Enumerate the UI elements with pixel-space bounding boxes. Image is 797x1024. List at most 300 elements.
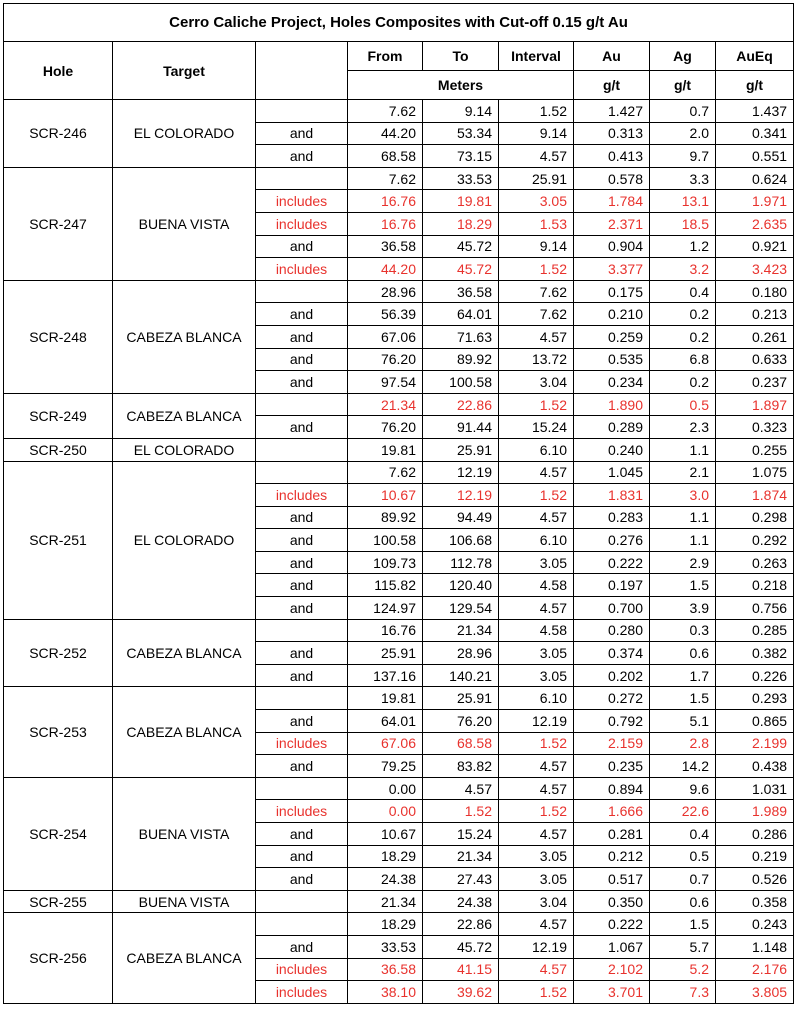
from-cell: 24.38	[348, 868, 423, 891]
from-cell: 19.81	[348, 687, 423, 710]
aueq-cell: 1.989	[716, 800, 794, 823]
au-cell: 0.235	[574, 755, 650, 778]
to-cell: 25.91	[423, 687, 499, 710]
au-cell: 1.784	[574, 190, 650, 213]
interval-cell: 25.91	[499, 167, 574, 190]
interval-cell: 1.52	[499, 981, 574, 1004]
from-cell: 56.39	[348, 303, 423, 326]
ag-cell: 0.2	[650, 371, 716, 394]
au-cell: 0.313	[574, 122, 650, 145]
aueq-cell: 0.180	[716, 280, 794, 303]
hole-id: SCR-246	[4, 100, 113, 168]
to-cell: 140.21	[423, 664, 499, 687]
from-cell: 7.62	[348, 167, 423, 190]
ag-cell: 0.3	[650, 619, 716, 642]
from-cell: 76.20	[348, 416, 423, 439]
interval-cell: 4.57	[499, 145, 574, 168]
interval-cell: 3.04	[499, 371, 574, 394]
au-cell: 1.831	[574, 484, 650, 507]
ag-cell: 0.6	[650, 642, 716, 665]
to-cell: 22.86	[423, 913, 499, 936]
from-cell: 7.62	[348, 100, 423, 123]
from-cell: 68.58	[348, 145, 423, 168]
connector-cell: and	[256, 145, 348, 168]
to-cell: 9.14	[423, 100, 499, 123]
hole-id: SCR-247	[4, 167, 113, 280]
au-cell: 0.276	[574, 529, 650, 552]
aueq-cell: 0.226	[716, 664, 794, 687]
au-cell: 1.045	[574, 461, 650, 484]
target-name: BUENA VISTA	[113, 167, 256, 280]
interval-cell: 1.52	[499, 100, 574, 123]
to-cell: 68.58	[423, 732, 499, 755]
au-cell: 0.210	[574, 303, 650, 326]
from-cell: 67.06	[348, 325, 423, 348]
from-cell: 16.76	[348, 619, 423, 642]
hole-id: SCR-255	[4, 890, 113, 913]
au-cell: 2.159	[574, 732, 650, 755]
connector-cell: includes	[256, 484, 348, 507]
interval-cell: 6.10	[499, 529, 574, 552]
aueq-cell: 1.031	[716, 777, 794, 800]
to-cell: 41.15	[423, 958, 499, 981]
ag-cell: 5.2	[650, 958, 716, 981]
aueq-cell: 0.526	[716, 868, 794, 891]
header-unit-aueq: g/t	[716, 71, 794, 100]
interval-cell: 1.53	[499, 212, 574, 235]
interval-cell: 9.14	[499, 235, 574, 258]
header-au: Au	[574, 42, 650, 71]
aueq-cell: 0.323	[716, 416, 794, 439]
from-cell: 7.62	[348, 461, 423, 484]
target-name: EL COLORADO	[113, 438, 256, 461]
title-row	[4, 4, 794, 42]
interval-cell: 7.62	[499, 280, 574, 303]
ag-cell: 2.9	[650, 551, 716, 574]
to-cell: 18.29	[423, 212, 499, 235]
from-cell: 19.81	[348, 438, 423, 461]
header-interval: Interval	[499, 42, 574, 71]
ag-cell: 1.5	[650, 574, 716, 597]
ag-cell: 1.1	[650, 529, 716, 552]
header-hole: Hole	[4, 42, 113, 100]
ag-cell: 22.6	[650, 800, 716, 823]
hole-id: SCR-251	[4, 461, 113, 619]
header-from: From	[348, 42, 423, 71]
au-cell: 0.222	[574, 551, 650, 574]
to-cell: 1.52	[423, 800, 499, 823]
to-cell: 129.54	[423, 597, 499, 620]
aueq-cell: 0.921	[716, 235, 794, 258]
from-cell: 124.97	[348, 597, 423, 620]
interval-cell: 1.52	[499, 800, 574, 823]
from-cell: 100.58	[348, 529, 423, 552]
ag-cell: 0.5	[650, 845, 716, 868]
ag-cell: 0.4	[650, 280, 716, 303]
from-cell: 76.20	[348, 348, 423, 371]
aueq-cell: 1.437	[716, 100, 794, 123]
ag-cell: 3.9	[650, 597, 716, 620]
to-cell: 21.34	[423, 619, 499, 642]
aueq-cell: 0.382	[716, 642, 794, 665]
interval-cell: 4.57	[499, 958, 574, 981]
connector-cell: and	[256, 348, 348, 371]
header-aueq: AuEq	[716, 42, 794, 71]
aueq-cell: 2.176	[716, 958, 794, 981]
from-cell: 38.10	[348, 981, 423, 1004]
table-row	[4, 461, 794, 484]
au-cell: 0.240	[574, 438, 650, 461]
au-cell: 0.175	[574, 280, 650, 303]
table-row	[4, 280, 794, 303]
connector-cell: and	[256, 416, 348, 439]
hole-id: SCR-249	[4, 393, 113, 438]
au-cell: 0.222	[574, 913, 650, 936]
connector-cell: and	[256, 551, 348, 574]
interval-cell: 3.05	[499, 551, 574, 574]
ag-cell: 2.1	[650, 461, 716, 484]
au-cell: 0.578	[574, 167, 650, 190]
ag-cell: 9.6	[650, 777, 716, 800]
connector-cell: and	[256, 710, 348, 733]
from-cell: 18.29	[348, 845, 423, 868]
from-cell: 36.58	[348, 235, 423, 258]
aueq-cell: 0.438	[716, 755, 794, 778]
ag-cell: 2.0	[650, 122, 716, 145]
table-row	[4, 100, 794, 123]
au-cell: 0.280	[574, 619, 650, 642]
table-row	[4, 777, 794, 800]
connector-cell	[256, 393, 348, 416]
au-cell: 0.894	[574, 777, 650, 800]
to-cell: 12.19	[423, 484, 499, 507]
connector-cell	[256, 777, 348, 800]
au-cell: 0.202	[574, 664, 650, 687]
table-row	[4, 438, 794, 461]
to-cell: 100.58	[423, 371, 499, 394]
to-cell: 91.44	[423, 416, 499, 439]
connector-cell	[256, 619, 348, 642]
target-name: CABEZA BLANCA	[113, 280, 256, 393]
connector-cell: includes	[256, 981, 348, 1004]
aueq-cell: 0.865	[716, 710, 794, 733]
interval-cell: 4.57	[499, 506, 574, 529]
interval-cell: 4.58	[499, 619, 574, 642]
aueq-cell: 1.971	[716, 190, 794, 213]
to-cell: 22.86	[423, 393, 499, 416]
connector-cell: and	[256, 122, 348, 145]
target-name: CABEZA BLANCA	[113, 619, 256, 687]
interval-cell: 6.10	[499, 438, 574, 461]
interval-cell: 9.14	[499, 122, 574, 145]
from-cell: 109.73	[348, 551, 423, 574]
connector-cell: and	[256, 529, 348, 552]
aueq-cell: 0.243	[716, 913, 794, 936]
aueq-cell: 0.263	[716, 551, 794, 574]
ag-cell: 14.2	[650, 755, 716, 778]
ag-cell: 0.7	[650, 868, 716, 891]
from-cell: 0.00	[348, 777, 423, 800]
to-cell: 12.19	[423, 461, 499, 484]
interval-cell: 12.19	[499, 935, 574, 958]
ag-cell: 3.2	[650, 258, 716, 281]
aueq-cell: 3.805	[716, 981, 794, 1004]
target-name: CABEZA BLANCA	[113, 393, 256, 438]
ag-cell: 1.7	[650, 664, 716, 687]
aueq-cell: 0.286	[716, 823, 794, 846]
from-cell: 97.54	[348, 371, 423, 394]
au-cell: 0.792	[574, 710, 650, 733]
au-cell: 0.350	[574, 890, 650, 913]
composites-table	[3, 3, 794, 1004]
from-cell: 36.58	[348, 958, 423, 981]
ag-cell: 1.2	[650, 235, 716, 258]
interval-cell: 12.19	[499, 710, 574, 733]
interval-cell: 3.04	[499, 890, 574, 913]
au-cell: 0.281	[574, 823, 650, 846]
au-cell: 3.377	[574, 258, 650, 281]
au-cell: 0.212	[574, 845, 650, 868]
table-body	[4, 100, 794, 1004]
connector-cell	[256, 913, 348, 936]
aueq-cell: 0.285	[716, 619, 794, 642]
au-cell: 1.666	[574, 800, 650, 823]
interval-cell: 3.05	[499, 190, 574, 213]
interval-cell: 4.57	[499, 325, 574, 348]
to-cell: 25.91	[423, 438, 499, 461]
to-cell: 15.24	[423, 823, 499, 846]
au-cell: 1.067	[574, 935, 650, 958]
interval-cell: 4.57	[499, 823, 574, 846]
target-name: BUENA VISTA	[113, 890, 256, 913]
header-meters: Meters	[348, 71, 574, 100]
connector-cell: and	[256, 371, 348, 394]
from-cell: 0.00	[348, 800, 423, 823]
ag-cell: 3.0	[650, 484, 716, 507]
connector-cell	[256, 438, 348, 461]
to-cell: 89.92	[423, 348, 499, 371]
from-cell: 21.34	[348, 890, 423, 913]
interval-cell: 1.52	[499, 732, 574, 755]
aueq-cell: 0.298	[716, 506, 794, 529]
target-name: EL COLORADO	[113, 100, 256, 168]
connector-cell	[256, 461, 348, 484]
au-cell: 0.535	[574, 348, 650, 371]
header-unit-ag: g/t	[650, 71, 716, 100]
interval-cell: 15.24	[499, 416, 574, 439]
connector-cell: includes	[256, 190, 348, 213]
aueq-cell: 0.292	[716, 529, 794, 552]
hole-id: SCR-256	[4, 913, 113, 1003]
interval-cell: 3.05	[499, 845, 574, 868]
table-row	[4, 393, 794, 416]
connector-cell: and	[256, 597, 348, 620]
hole-id: SCR-254	[4, 777, 113, 890]
aueq-cell: 0.756	[716, 597, 794, 620]
header-to: To	[423, 42, 499, 71]
connector-cell: and	[256, 303, 348, 326]
to-cell: 45.72	[423, 935, 499, 958]
to-cell: 45.72	[423, 258, 499, 281]
from-cell: 115.82	[348, 574, 423, 597]
aueq-cell: 1.874	[716, 484, 794, 507]
to-cell: 73.15	[423, 145, 499, 168]
aueq-cell: 2.199	[716, 732, 794, 755]
table-title: Cerro Caliche Project, Holes Composites with Cut-off 0.15 g/t Au	[4, 4, 794, 42]
au-cell: 2.102	[574, 958, 650, 981]
header-connector	[256, 42, 348, 100]
interval-cell: 3.05	[499, 642, 574, 665]
from-cell: 79.25	[348, 755, 423, 778]
from-cell: 44.20	[348, 122, 423, 145]
from-cell: 18.29	[348, 913, 423, 936]
header-unit-au: g/t	[574, 71, 650, 100]
table-row	[4, 687, 794, 710]
header-row-1	[4, 42, 794, 71]
from-cell: 67.06	[348, 732, 423, 755]
aueq-cell: 0.213	[716, 303, 794, 326]
from-cell: 10.67	[348, 484, 423, 507]
to-cell: 19.81	[423, 190, 499, 213]
interval-cell: 4.57	[499, 461, 574, 484]
table-row	[4, 167, 794, 190]
aueq-cell: 2.635	[716, 212, 794, 235]
connector-cell: and	[256, 325, 348, 348]
ag-cell: 0.2	[650, 303, 716, 326]
interval-cell: 4.57	[499, 777, 574, 800]
au-cell: 0.234	[574, 371, 650, 394]
au-cell: 0.904	[574, 235, 650, 258]
interval-cell: 1.52	[499, 484, 574, 507]
aueq-cell: 1.148	[716, 935, 794, 958]
interval-cell: 4.58	[499, 574, 574, 597]
from-cell: 33.53	[348, 935, 423, 958]
to-cell: 4.57	[423, 777, 499, 800]
from-cell: 44.20	[348, 258, 423, 281]
aueq-cell: 1.897	[716, 393, 794, 416]
hole-id: SCR-253	[4, 687, 113, 777]
target-name: BUENA VISTA	[113, 777, 256, 890]
to-cell: 39.62	[423, 981, 499, 1004]
connector-cell: includes	[256, 800, 348, 823]
aueq-cell: 1.075	[716, 461, 794, 484]
ag-cell: 0.7	[650, 100, 716, 123]
connector-cell: and	[256, 235, 348, 258]
connector-cell	[256, 167, 348, 190]
from-cell: 16.76	[348, 190, 423, 213]
ag-cell: 0.2	[650, 325, 716, 348]
au-cell: 0.272	[574, 687, 650, 710]
interval-cell: 13.72	[499, 348, 574, 371]
aueq-cell: 0.219	[716, 845, 794, 868]
ag-cell: 1.1	[650, 438, 716, 461]
to-cell: 120.40	[423, 574, 499, 597]
ag-cell: 0.4	[650, 823, 716, 846]
header-target: Target	[113, 42, 256, 100]
au-cell: 1.890	[574, 393, 650, 416]
hole-id: SCR-252	[4, 619, 113, 687]
au-cell: 0.517	[574, 868, 650, 891]
aueq-cell: 0.341	[716, 122, 794, 145]
ag-cell: 13.1	[650, 190, 716, 213]
interval-cell: 1.52	[499, 393, 574, 416]
to-cell: 83.82	[423, 755, 499, 778]
ag-cell: 3.3	[650, 167, 716, 190]
connector-cell: includes	[256, 212, 348, 235]
to-cell: 112.78	[423, 551, 499, 574]
to-cell: 21.34	[423, 845, 499, 868]
to-cell: 76.20	[423, 710, 499, 733]
to-cell: 45.72	[423, 235, 499, 258]
au-cell: 0.289	[574, 416, 650, 439]
aueq-cell: 0.358	[716, 890, 794, 913]
connector-cell: and	[256, 823, 348, 846]
au-cell: 0.283	[574, 506, 650, 529]
target-name: CABEZA BLANCA	[113, 687, 256, 777]
aueq-cell: 0.237	[716, 371, 794, 394]
aueq-cell: 0.293	[716, 687, 794, 710]
ag-cell: 1.5	[650, 687, 716, 710]
interval-cell: 3.05	[499, 868, 574, 891]
ag-cell: 5.7	[650, 935, 716, 958]
table-row	[4, 890, 794, 913]
aueq-cell: 0.551	[716, 145, 794, 168]
ag-cell: 2.3	[650, 416, 716, 439]
au-cell: 3.701	[574, 981, 650, 1004]
to-cell: 24.38	[423, 890, 499, 913]
from-cell: 10.67	[348, 823, 423, 846]
ag-cell: 5.1	[650, 710, 716, 733]
aueq-cell: 0.261	[716, 325, 794, 348]
hole-id: SCR-250	[4, 438, 113, 461]
from-cell: 25.91	[348, 642, 423, 665]
interval-cell: 4.57	[499, 913, 574, 936]
connector-cell: and	[256, 845, 348, 868]
connector-cell: includes	[256, 958, 348, 981]
to-cell: 71.63	[423, 325, 499, 348]
table-row	[4, 619, 794, 642]
au-cell: 0.259	[574, 325, 650, 348]
aueq-cell: 3.423	[716, 258, 794, 281]
aueq-cell: 0.255	[716, 438, 794, 461]
connector-cell: and	[256, 664, 348, 687]
connector-cell	[256, 100, 348, 123]
ag-cell: 9.7	[650, 145, 716, 168]
ag-cell: 1.1	[650, 506, 716, 529]
interval-cell: 6.10	[499, 687, 574, 710]
interval-cell: 7.62	[499, 303, 574, 326]
from-cell: 89.92	[348, 506, 423, 529]
to-cell: 106.68	[423, 529, 499, 552]
to-cell: 53.34	[423, 122, 499, 145]
target-name: CABEZA BLANCA	[113, 913, 256, 1003]
target-name: EL COLORADO	[113, 461, 256, 619]
ag-cell: 0.6	[650, 890, 716, 913]
from-cell: 28.96	[348, 280, 423, 303]
connector-cell: and	[256, 755, 348, 778]
au-cell: 0.413	[574, 145, 650, 168]
to-cell: 36.58	[423, 280, 499, 303]
to-cell: 94.49	[423, 506, 499, 529]
aueq-cell: 0.218	[716, 574, 794, 597]
connector-cell: includes	[256, 732, 348, 755]
ag-cell: 0.5	[650, 393, 716, 416]
au-cell: 2.371	[574, 212, 650, 235]
ag-cell: 6.8	[650, 348, 716, 371]
connector-cell: and	[256, 506, 348, 529]
ag-cell: 1.5	[650, 913, 716, 936]
connector-cell: and	[256, 935, 348, 958]
